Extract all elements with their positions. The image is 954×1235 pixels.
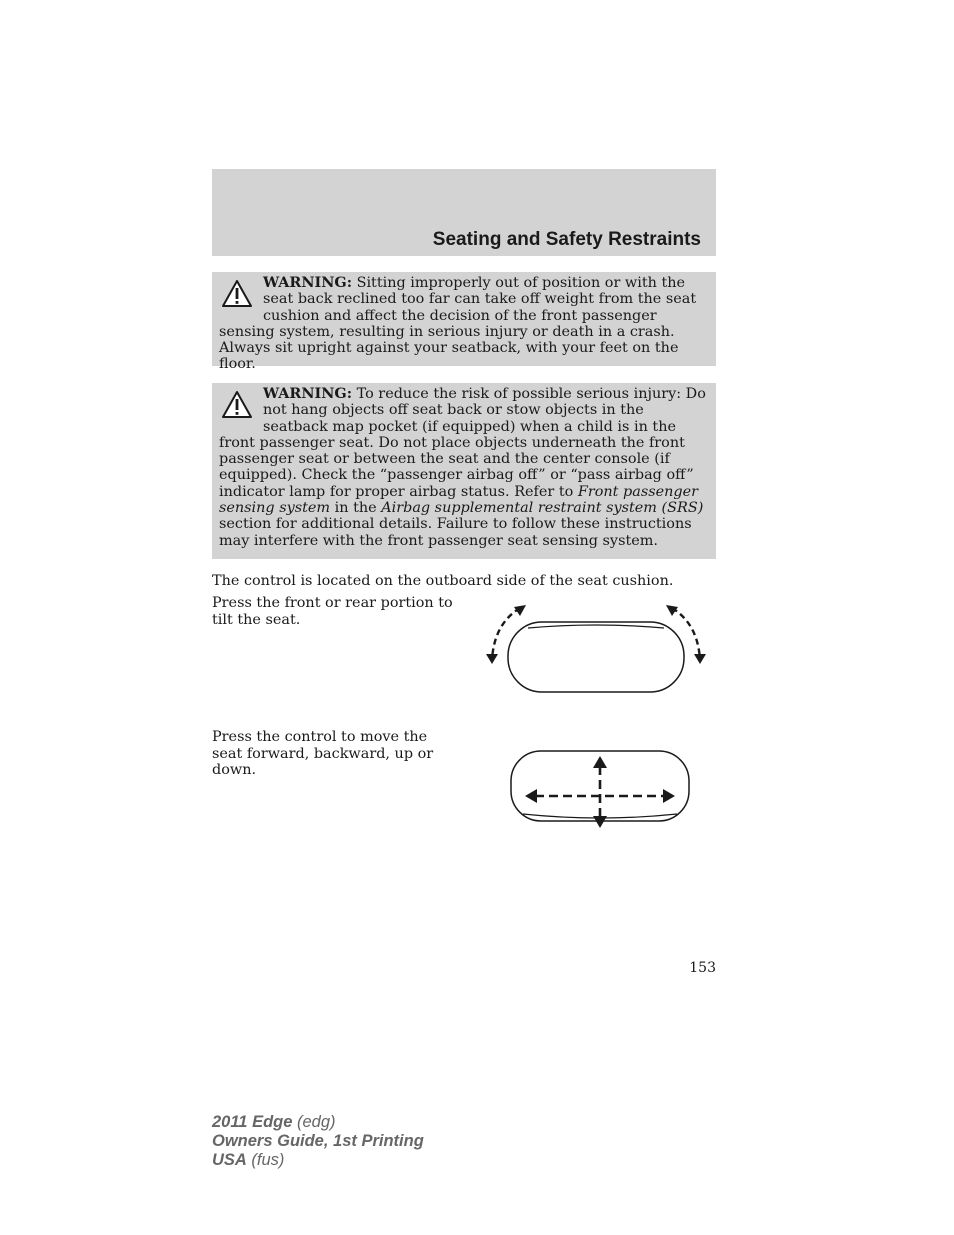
warning-text-part: section for additional details. Failure to follow these instructions may interfere with the front passenger seat sensing system.	[219, 516, 692, 549]
warning-text-part: To reduce the risk of possible serious injury: Do not hang objects off seat back or stow objects in the seatback map pocket (if equipped) when a child is in the front passenger seat. Do not place objects underneath the front passenger seat or between the seat and the center console (if equipped). Check the “passenger airbag off” or “pass airbag off” indicator lamp for proper airbag status. Refer to	[219, 386, 706, 500]
warning-text: Sitting improperly out of position or with the seat back reclined too far can take off weight from the seat cushion and affect the decision of the front passenger sensing system, resulting in serious injury or death in a crash. Always sit upright against your seatback, with your feet on the floor.	[219, 275, 697, 373]
warning-text	[219, 386, 706, 549]
move-control-diagram	[505, 748, 695, 830]
warning-label: WARNING:	[263, 385, 353, 402]
section-title: Seating and Safety Restraints	[432, 229, 701, 250]
footer-model: 2011 Edge	[212, 1113, 293, 1131]
section-header-band	[212, 169, 716, 256]
cross-reference-front-passenger-sensing: Front passenger sensing system	[219, 483, 698, 517]
paragraph-move-instruction: Press the control to move the seat forward, backward, up or down.	[212, 729, 434, 778]
down-arrowhead	[593, 816, 607, 828]
warning-box-seat-objects	[212, 383, 716, 559]
page-number: 153	[689, 960, 716, 976]
warning-box-seat-position	[212, 272, 716, 373]
footer-line-guide	[212, 1132, 424, 1151]
warning-label: WARNING:	[263, 274, 353, 291]
tilt-rear-arrowhead-down	[486, 654, 498, 664]
footer-guide: Owners Guide, 1st Printing	[212, 1132, 424, 1150]
tilt-switch-outline	[508, 622, 684, 692]
warning-triangle-icon	[221, 390, 253, 420]
warning-text-part: in the	[330, 500, 382, 517]
footer-market-code: (fus)	[246, 1151, 285, 1169]
paragraph-control-location: The control is located on the outboard side of the seat cushion.	[212, 573, 674, 589]
warning-triangle-icon	[221, 279, 253, 309]
footer-line-market	[212, 1151, 424, 1170]
footer-model-code: (edg)	[292, 1113, 336, 1131]
paragraph-tilt-instruction: Press the front or rear portion to tilt the seat.	[212, 595, 453, 628]
tilt-front-arrowhead-down	[694, 654, 706, 664]
tilt-control-diagram	[480, 602, 712, 700]
document-footer	[212, 1113, 424, 1170]
footer-market: USA	[212, 1151, 247, 1169]
footer-line-model	[212, 1113, 424, 1132]
cross-reference-airbag-srs: Airbag supplemental restraint system (SRS)	[381, 500, 704, 517]
